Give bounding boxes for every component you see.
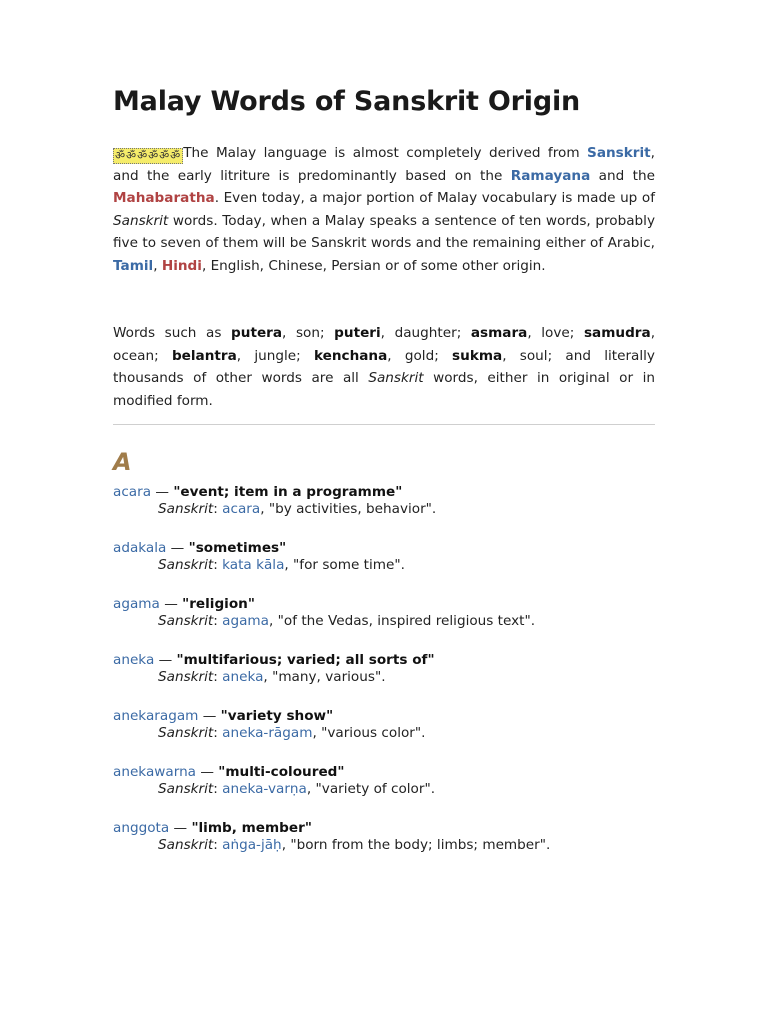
entry-note: , "by activities, behavior". <box>260 501 437 517</box>
example-word: samudra <box>583 325 651 341</box>
intro-paragraph <box>113 142 655 278</box>
intro-text: , <box>153 257 162 274</box>
entry-word-link[interactable]: agama <box>113 596 160 612</box>
page-title: Malay Words of Sanskrit Origin <box>113 86 581 117</box>
section-divider <box>113 424 655 425</box>
examples-paragraph <box>113 322 655 412</box>
sanskrit-label: Sanskrit <box>158 501 214 517</box>
em-dash: — <box>166 540 189 556</box>
entry-word-link[interactable]: acara <box>113 484 152 500</box>
dictionary-entry: adakala — "sometimes" Sanskrit: kata kāla, "for some time". <box>113 540 405 573</box>
example-word: asmara <box>470 325 528 341</box>
entry-meaning: "religion" <box>182 596 255 612</box>
sanskrit-term-link[interactable]: aneka <box>222 669 264 685</box>
link-tamil[interactable]: Tamil <box>113 257 154 274</box>
intro-text: The Malay language is almost completely derived from <box>183 145 588 161</box>
section-letter-heading: A <box>113 448 132 476</box>
examples-text: , ocean; <box>113 325 656 364</box>
sanskrit-label: Sanskrit <box>158 725 214 741</box>
em-dash: — <box>151 484 174 500</box>
example-word: puteri <box>334 325 381 341</box>
examples-text: , soul; and literally thousands of other words are all <box>113 347 655 387</box>
entry-note: , "born from the body; limbs; member". <box>281 837 551 853</box>
om-symbols-decoration: ॐॐॐॐॐॐ <box>115 149 182 162</box>
sanskrit-italic: Sanskrit <box>368 370 424 387</box>
entry-meaning: "event; item in a programme" <box>173 484 403 500</box>
entry-meaning: "multifarious; varied; all sorts of" <box>176 652 435 668</box>
dictionary-entry: acara — "event; item in a programme" Sanskrit: acara, "by activities, behavior". <box>113 484 437 517</box>
examples-text: , daughter; <box>380 325 471 341</box>
sanskrit-label: Sanskrit <box>158 781 214 797</box>
entry-word-link[interactable]: adakala <box>113 540 167 556</box>
intro-text: , and the early litriture is predominantly based on the <box>113 145 655 184</box>
entry-word-link[interactable]: anekawarna <box>113 764 197 780</box>
sanskrit-label: Sanskrit <box>158 613 214 629</box>
sanskrit-term-link[interactable]: aṅga-jāḥ <box>222 837 282 853</box>
entry-word-link[interactable]: anggota <box>113 820 170 836</box>
entry-note: , "of the Vedas, inspired religious text". <box>269 613 536 629</box>
examples-text: , love; <box>527 325 584 341</box>
em-dash: — <box>196 764 219 780</box>
entry-meaning: "limb, member" <box>191 820 312 836</box>
intro-text: words. Today, when a Malay speaks a sentence of ten words, probably five to seven of them will be Sanskrit words and the remaining either of Arabic, <box>113 212 655 252</box>
entry-meaning: "sometimes" <box>188 540 287 556</box>
dictionary-entry: anekaragam — "variety show" Sanskrit: aneka-rāgam, "various color". <box>113 708 426 741</box>
em-dash: — <box>159 596 183 612</box>
example-word: putera <box>231 325 283 341</box>
dictionary-entry: agama — "religion" Sanskrit: agama, "of the Vedas, inspired religious text". <box>113 596 536 629</box>
sanskrit-italic: Sanskrit <box>113 212 169 229</box>
intro-text: . Even today, a major portion of Malay vocabulary is made up of <box>214 190 655 207</box>
em-dash: — <box>154 652 177 668</box>
entry-word-link[interactable]: anekaragam <box>113 708 199 724</box>
sanskrit-label: Sanskrit <box>158 837 214 853</box>
dictionary-entry: anggota — "limb, member" Sanskrit: aṅga-jāḥ, "born from the body; limbs; member". <box>113 820 551 853</box>
examples-text: , jungle; <box>236 347 314 364</box>
sanskrit-label: Sanskrit <box>158 557 214 573</box>
sanskrit-label: Sanskrit <box>158 669 214 685</box>
example-word: sukma <box>452 347 503 364</box>
em-dash: — <box>169 820 192 836</box>
entry-meaning: "variety show" <box>220 708 334 724</box>
entry-note: , "many, various". <box>263 669 386 685</box>
examples-text: , son; <box>282 325 335 341</box>
sanskrit-term-link[interactable]: aneka-rāgam <box>222 725 313 741</box>
dictionary-entry: anekawarna — "multi-coloured" Sanskrit: aneka-varṇa, "variety of color". <box>113 764 436 797</box>
link-hindi[interactable]: Hindi <box>161 257 202 274</box>
entry-word-link[interactable]: aneka <box>113 652 155 668</box>
entry-note: , "various color". <box>312 725 426 741</box>
sanskrit-term-link[interactable]: kata kāla <box>222 557 285 573</box>
intro-text: , English, Chinese, Persian or of some other origin. <box>201 257 546 274</box>
intro-text: and the <box>590 167 655 184</box>
example-word: kenchana <box>313 347 388 364</box>
sanskrit-term-link[interactable]: aneka-varṇa <box>222 781 307 797</box>
link-ramayana[interactable]: Ramayana <box>510 167 591 184</box>
example-word: belantra <box>171 347 237 364</box>
sanskrit-term-link[interactable]: acara <box>222 501 261 517</box>
examples-text: , gold; <box>387 347 453 364</box>
link-mahabaratha[interactable]: Mahabaratha <box>113 190 215 207</box>
dictionary-entry: aneka — "multifarious; varied; all sorts of" Sanskrit: aneka, "many, various". <box>113 652 435 685</box>
entry-note: , "variety of color". <box>306 781 436 797</box>
entry-meaning: "multi-coloured" <box>218 764 345 780</box>
link-sanskrit[interactable]: Sanskrit <box>587 145 651 161</box>
examples-text: words, either in original or in modified form. <box>113 370 655 409</box>
examples-text: Words such as <box>113 325 232 341</box>
em-dash: — <box>198 708 221 724</box>
sanskrit-term-link[interactable]: agama <box>222 613 270 629</box>
entry-note: , "for some time". <box>284 557 405 573</box>
